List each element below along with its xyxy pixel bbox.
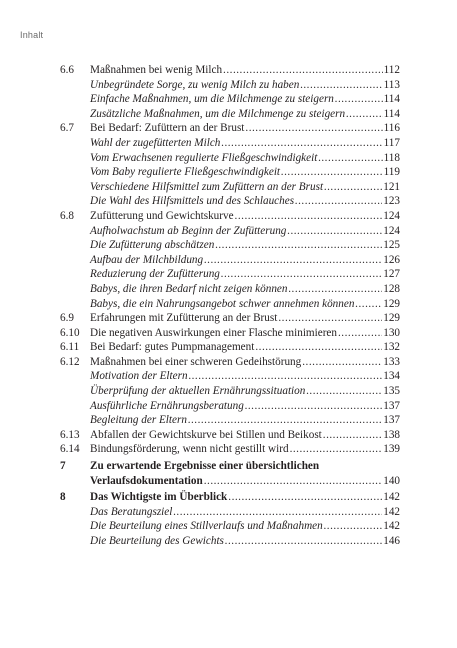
page-number: 139 — [383, 443, 400, 456]
toc-entry[interactable] — [60, 209, 400, 224]
entry-title: Die Beurteilung des Gewichts — [90, 535, 224, 547]
leader-dots — [173, 505, 382, 520]
leader-dots — [324, 180, 382, 195]
entry-title: Bei Bedarf: Zufüttern an der Brust — [90, 122, 245, 135]
entry-title: Überprüfung der aktuellen Ernährungssituation — [90, 385, 306, 398]
leader-dots — [338, 326, 382, 341]
toc-subentry[interactable] — [60, 519, 400, 534]
section-number: 6.10 — [60, 326, 80, 339]
leader-dots — [287, 224, 382, 239]
page-number: 138 — [383, 428, 400, 441]
page-number: 117 — [383, 136, 400, 149]
entry-title: Bei Bedarf: gutes Pumpmanagement — [90, 341, 255, 354]
section-number: 6.6 — [60, 64, 74, 76]
entry-title: Die Beurteilung eines Stillverlaufs und Maßnahmen — [90, 520, 323, 533]
page-number: 135 — [383, 385, 400, 398]
section-number: 6.7 — [60, 122, 74, 135]
entry-title: Aufholwachstum ab Beginn der Zufütterung — [90, 224, 287, 237]
leader-dots — [346, 107, 383, 122]
leader-dots — [302, 355, 382, 370]
page-number: 123 — [383, 195, 400, 208]
leader-dots — [300, 78, 382, 93]
chapter-title-line2: Verlaufsdokumentation — [90, 474, 203, 487]
entry-title: Die Wahl des Hilfsmittels und des Schlauches — [90, 195, 295, 208]
leader-dots — [289, 282, 383, 297]
toc-subentry[interactable] — [60, 297, 400, 312]
section-number: 6.9 — [60, 312, 74, 325]
leader-dots — [245, 399, 382, 414]
toc-subentry[interactable] — [60, 194, 400, 209]
leader-dots — [204, 474, 382, 489]
toc-subentry[interactable] — [60, 224, 400, 239]
leader-dots — [204, 253, 382, 268]
toc-subentry[interactable] — [60, 384, 400, 399]
entry-title: Bindungsförderung, wenn nicht gestillt wird — [90, 443, 289, 456]
entry-title: Die Zufütterung abschätzen — [90, 239, 215, 252]
chapter-title: Das Wichtigste im Überblick — [90, 491, 228, 504]
section-number: 6.11 — [60, 341, 80, 354]
leader-dots — [223, 63, 383, 78]
toc-subentry[interactable] — [60, 78, 400, 93]
leader-dots — [215, 238, 382, 253]
leader-dots — [306, 384, 382, 399]
running-header: Inhalt — [20, 30, 44, 40]
page-number: 134 — [383, 370, 400, 383]
page-number: 124 — [383, 224, 400, 237]
chapter-title-line1: Zu erwartende Ergebnisse einer übersichtlichen — [90, 460, 320, 473]
page-number: 113 — [383, 78, 400, 91]
entry-title: Zufütterung und Gewichtskurve — [90, 209, 234, 222]
page-number: 140 — [383, 474, 400, 487]
leader-dots — [245, 121, 382, 136]
entry-title: Zusätzliche Maßnahmen, um die Milchmenge zu steigern — [90, 107, 346, 120]
leader-dots — [225, 534, 382, 549]
entry-title: Babys, die ein Nahrungsangebot schwer annehmen können — [90, 297, 355, 310]
toc-subentry[interactable] — [60, 165, 400, 180]
toc-subentry[interactable] — [60, 413, 400, 428]
page-number: 124 — [383, 209, 400, 222]
section-number: 6.14 — [60, 443, 80, 456]
page-number: 129 — [383, 312, 400, 325]
page-number: 126 — [383, 253, 400, 266]
leader-dots — [355, 297, 382, 312]
entry-title: Ausführliche Ernährungsberatung — [90, 399, 244, 412]
page-number: 121 — [383, 180, 400, 193]
page-number: 128 — [383, 282, 400, 295]
entry-title: Die negativen Auswirkungen einer Flasche minimieren — [90, 326, 337, 339]
entry-title: Vom Erwachsenen regulierte Fließgeschwindigkeit — [90, 151, 318, 164]
toc-entry[interactable] — [60, 340, 400, 355]
chapter-number: 8 — [60, 491, 66, 504]
entry-title: Vom Baby regulierte Fließgeschwindigkeit — [90, 166, 281, 179]
page-number: 142 — [383, 505, 400, 518]
toc-entry[interactable] — [60, 326, 400, 341]
entry-title: Reduzierung der Zufütterung — [90, 268, 220, 281]
page-number: 137 — [383, 399, 400, 412]
entry-title: Begleitung der Eltern — [90, 414, 187, 427]
entry-title: Abfallen der Gewichtskurve bei Stillen und Beikost — [90, 428, 322, 441]
leader-dots — [255, 340, 382, 355]
leader-dots — [290, 442, 383, 457]
page-number: 137 — [383, 414, 400, 427]
leader-dots — [221, 136, 382, 151]
entry-title: Babys, die ihren Bedarf nicht zeigen können — [90, 282, 288, 295]
page-number: 112 — [383, 64, 400, 76]
page-number: 114 — [383, 93, 400, 106]
leader-dots — [235, 209, 383, 224]
leader-dots — [278, 311, 382, 326]
entry-title: Das Beratungsziel — [90, 505, 173, 518]
toc-subentry[interactable] — [60, 282, 400, 297]
entry-title: Einfache Maßnahmen, um die Milchmenge zu steigern — [90, 93, 334, 106]
leader-dots — [323, 428, 382, 443]
toc-entry[interactable] — [60, 121, 400, 136]
toc-subentry[interactable] — [60, 369, 400, 384]
toc-entry[interactable] — [60, 63, 400, 78]
toc-subentry[interactable] — [60, 534, 400, 549]
page-number: 133 — [383, 355, 400, 368]
leader-dots — [295, 194, 382, 209]
toc-chapter-8[interactable] — [60, 490, 400, 505]
page-number: 146 — [383, 535, 400, 547]
entry-title: Motivation der Eltern — [90, 370, 188, 383]
entry-title: Wahl der zugefütterten Milch — [90, 136, 221, 149]
section-number: 6.12 — [60, 355, 80, 368]
leader-dots — [189, 369, 383, 384]
leader-dots — [318, 151, 382, 166]
page-number: 119 — [383, 166, 400, 179]
page-number: 142 — [383, 520, 400, 533]
leader-dots — [324, 519, 382, 534]
page-number: 116 — [383, 122, 400, 135]
entry-title: Erfahrungen mit Zufütterung an der Brust — [90, 312, 278, 325]
toc-entry[interactable] — [60, 428, 400, 443]
toc-subentry[interactable] — [60, 92, 400, 107]
page-number: 118 — [383, 151, 400, 164]
entry-title: Maßnahmen bei einer schweren Gedeihstörung — [90, 355, 302, 368]
toc-subentry[interactable] — [60, 107, 400, 122]
section-number: 6.13 — [60, 428, 80, 441]
toc-subentry[interactable] — [60, 399, 400, 414]
chapter-number: 7 — [60, 460, 66, 473]
table-of-contents — [60, 63, 400, 549]
page-number: 142 — [383, 491, 400, 504]
page-number: 114 — [383, 107, 400, 120]
leader-dots — [335, 92, 383, 107]
page-number: 127 — [383, 268, 400, 281]
entry-title: Verschiedene Hilfsmittel zum Zufüttern an der Brust — [90, 180, 324, 193]
leader-dots — [221, 267, 382, 282]
toc-subentry[interactable] — [60, 180, 400, 195]
toc-subentry[interactable] — [60, 238, 400, 253]
toc-entry[interactable] — [60, 355, 400, 370]
page-number: 125 — [383, 239, 400, 252]
entry-title: Unbegründete Sorge, zu wenig Milch zu haben — [90, 78, 300, 91]
toc-subentry[interactable] — [60, 267, 400, 282]
leader-dots — [188, 413, 382, 428]
leader-dots — [281, 165, 383, 180]
toc-subentry[interactable] — [60, 136, 400, 151]
entry-title: Maßnahmen bei wenig Milch — [90, 64, 223, 76]
toc-chapter-7[interactable] — [60, 459, 400, 488]
toc-entry[interactable] — [60, 442, 400, 457]
page-number: 132 — [383, 341, 400, 354]
leader-dots — [228, 490, 382, 505]
toc-subentry[interactable] — [60, 505, 400, 520]
toc-subentry[interactable] — [60, 253, 400, 268]
toc-subentry[interactable] — [60, 151, 400, 166]
entry-title: Aufbau der Milchbildung — [90, 253, 204, 266]
page-number: 129 — [383, 297, 400, 310]
page-number: 130 — [383, 326, 400, 339]
toc-entry[interactable] — [60, 311, 400, 326]
section-number: 6.8 — [60, 209, 74, 222]
